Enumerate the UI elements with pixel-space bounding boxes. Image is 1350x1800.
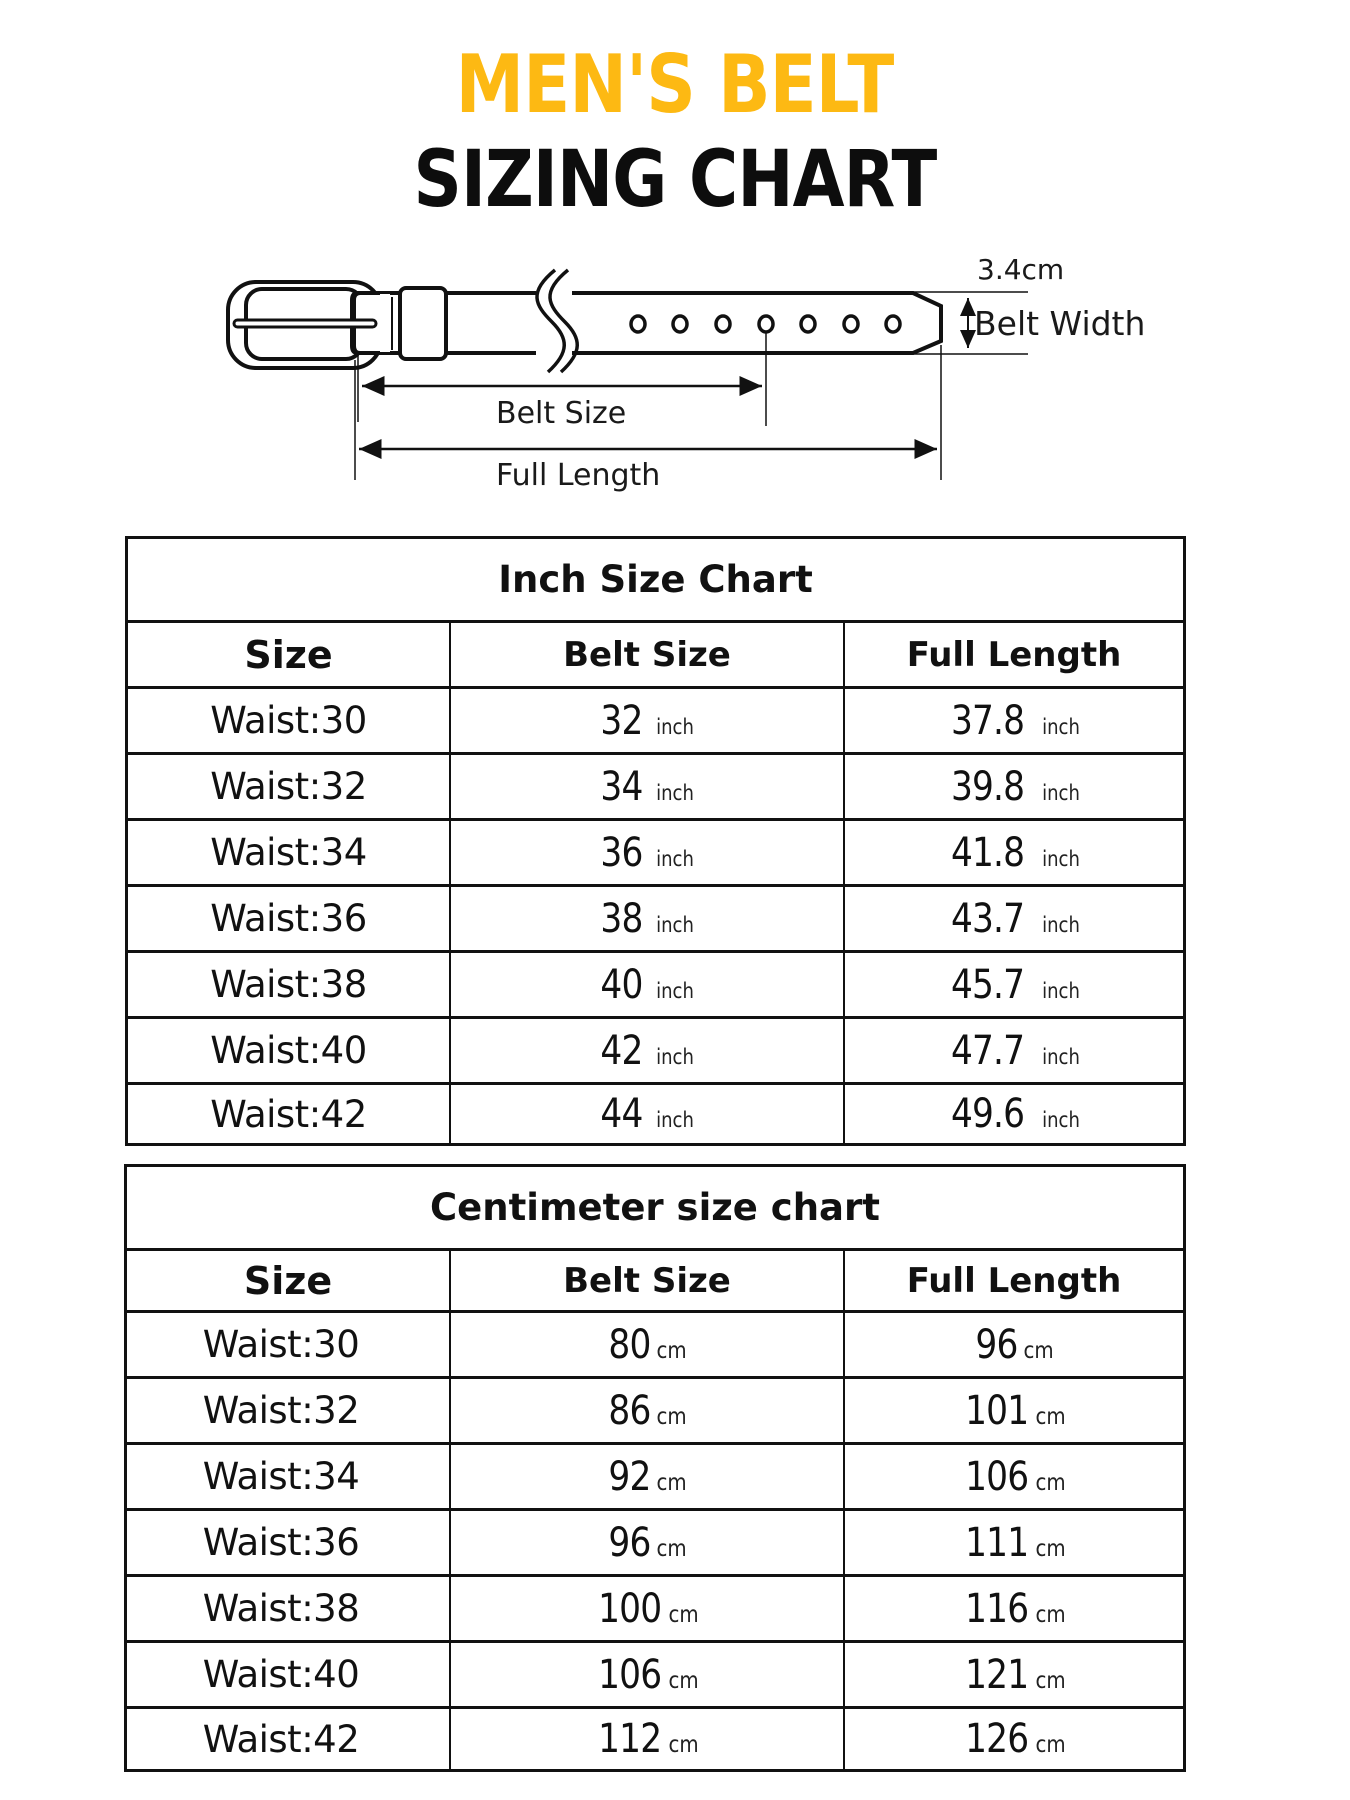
- inch-size-chart: [125, 536, 1186, 1146]
- belt-size-cell: [451, 689, 845, 752]
- full-length-cell: [845, 1019, 1183, 1082]
- unit: inch: [1041, 978, 1080, 1003]
- value: 116: [964, 1585, 1029, 1632]
- size-cell: Waist:34: [127, 1445, 451, 1508]
- value: 101: [964, 1387, 1029, 1434]
- table-row: [127, 1709, 1183, 1769]
- value: 49.6: [951, 1091, 1025, 1137]
- belt-size-cell: [451, 1709, 845, 1769]
- table-row: [128, 821, 1183, 887]
- value: 43.7: [951, 895, 1025, 942]
- column-header-belt-size: Belt Size: [451, 1251, 845, 1310]
- belt-diagram: [0, 0, 1350, 520]
- value: 112: [597, 1716, 662, 1762]
- value: 32: [599, 697, 643, 744]
- column-header-full-length: Full Length: [906, 1260, 1122, 1301]
- value: 106: [597, 1651, 662, 1698]
- value: 39.8: [951, 763, 1025, 810]
- value: 34: [599, 763, 643, 810]
- column-header-belt-size: Belt Size: [451, 623, 845, 686]
- value: 38: [599, 895, 643, 942]
- table-row: [128, 1085, 1183, 1143]
- value: 86: [608, 1387, 651, 1434]
- belt-size-cell: [451, 755, 845, 818]
- unit: inch: [656, 780, 695, 805]
- belt-size-cell: [451, 1643, 845, 1706]
- unit: cm: [1023, 1337, 1054, 1364]
- full-length-cell: [845, 1085, 1183, 1143]
- belt-size-cell: [451, 1019, 845, 1082]
- table-row: [128, 1019, 1183, 1085]
- unit: cm: [656, 1337, 687, 1364]
- belt-size-cell: [451, 1577, 845, 1640]
- belt-size-cell: [451, 953, 845, 1016]
- column-header-size: Size: [127, 1251, 451, 1310]
- unit: cm: [1035, 1535, 1066, 1562]
- table-row: [128, 689, 1183, 755]
- value: 44: [599, 1091, 643, 1137]
- full-length-cell: [845, 887, 1183, 950]
- table-row: [128, 953, 1183, 1019]
- size-cell: Waist:34: [128, 821, 451, 884]
- value: 80: [608, 1321, 651, 1368]
- size-cell: Waist:42: [128, 1085, 451, 1143]
- belt-size-cell: [451, 1085, 845, 1143]
- value: 40: [599, 961, 643, 1008]
- belt-size-cell: [451, 1445, 845, 1508]
- table-row: [127, 1643, 1183, 1709]
- belt-size-cell: [451, 1313, 845, 1376]
- unit: cm: [656, 1403, 687, 1430]
- unit: inch: [1041, 780, 1080, 805]
- value: 41.8: [951, 829, 1025, 876]
- belt-size-cell: [451, 1379, 845, 1442]
- value: 45.7: [951, 961, 1025, 1008]
- value: 42: [599, 1027, 643, 1074]
- full-length-cell: [845, 1643, 1183, 1706]
- unit: inch: [656, 912, 695, 937]
- belt-size-cell: [451, 1511, 845, 1574]
- column-header-full-length: Full Length: [906, 634, 1122, 675]
- size-cell: Waist:40: [128, 1019, 451, 1082]
- unit: cm: [1035, 1469, 1066, 1496]
- unit: cm: [656, 1469, 687, 1496]
- cm-chart-title: Centimeter size chart: [127, 1167, 1183, 1251]
- unit: inch: [656, 978, 695, 1003]
- table-row: [127, 1313, 1183, 1379]
- full-length-cell: [845, 1445, 1183, 1508]
- full-length-cell: [845, 755, 1183, 818]
- table-row: [128, 755, 1183, 821]
- full-length-cell: [845, 1511, 1183, 1574]
- belt-width-value: 3.4cm: [977, 253, 1065, 286]
- value: 37.8: [951, 697, 1025, 744]
- table-row: [127, 1577, 1183, 1643]
- size-cell: Waist:38: [127, 1577, 451, 1640]
- unit: inch: [656, 714, 695, 739]
- table-row: [127, 1511, 1183, 1577]
- unit: inch: [1041, 1108, 1080, 1132]
- unit: inch: [1041, 912, 1080, 937]
- unit: cm: [1035, 1403, 1066, 1430]
- belt-size-label: Belt Size: [496, 396, 627, 431]
- value: 111: [964, 1519, 1029, 1566]
- size-cell: Waist:42: [127, 1709, 451, 1769]
- size-cell: Waist:40: [127, 1643, 451, 1706]
- value: 96: [975, 1321, 1018, 1368]
- full-length-cell: [845, 1709, 1183, 1769]
- unit: cm: [656, 1535, 687, 1562]
- table-row: [127, 1379, 1183, 1445]
- inch-chart-title: Inch Size Chart: [128, 539, 1183, 623]
- full-length-label: Full Length: [496, 458, 661, 493]
- size-cell: Waist:38: [128, 953, 451, 1016]
- value: 121: [964, 1651, 1029, 1698]
- size-cell: Waist:36: [127, 1511, 451, 1574]
- value: 100: [597, 1585, 662, 1632]
- belt-illustration-icon: [0, 0, 1350, 520]
- full-length-cell: [845, 821, 1183, 884]
- unit: cm: [1035, 1601, 1066, 1628]
- unit: inch: [656, 1108, 695, 1132]
- full-length-cell: [845, 1379, 1183, 1442]
- unit: inch: [1041, 1044, 1080, 1069]
- full-length-cell: [845, 953, 1183, 1016]
- title-line1: MEN'S BELT: [456, 38, 894, 131]
- full-length-cell: [845, 1577, 1183, 1640]
- full-length-cell: [845, 1313, 1183, 1376]
- unit: inch: [656, 846, 695, 871]
- inch-chart-header-row: [128, 623, 1183, 689]
- unit: cm: [668, 1601, 699, 1628]
- size-cell: Waist:30: [127, 1313, 451, 1376]
- title-line2: SIZING CHART: [413, 135, 937, 225]
- value: 92: [608, 1453, 651, 1500]
- unit: inch: [656, 1044, 695, 1069]
- belt-width-label: Belt Width: [974, 304, 1146, 343]
- belt-size-cell: [451, 887, 845, 950]
- table-row: [128, 887, 1183, 953]
- value: 47.7: [951, 1027, 1025, 1074]
- table-row: [127, 1445, 1183, 1511]
- size-cell: Waist:32: [128, 755, 451, 818]
- unit: inch: [1041, 714, 1080, 739]
- value: 106: [964, 1453, 1029, 1500]
- value: 96: [608, 1519, 651, 1566]
- value: 126: [964, 1716, 1029, 1762]
- unit: cm: [668, 1667, 699, 1694]
- value: 36: [599, 829, 643, 876]
- unit: inch: [1041, 846, 1080, 871]
- full-length-cell: [845, 689, 1183, 752]
- size-cell: Waist:30: [128, 689, 451, 752]
- cm-chart-header-row: [127, 1251, 1183, 1313]
- unit: cm: [1035, 1732, 1066, 1758]
- belt-size-cell: [451, 821, 845, 884]
- column-header-size: Size: [128, 623, 451, 686]
- centimeter-size-chart: [124, 1164, 1186, 1772]
- unit: cm: [1035, 1667, 1066, 1694]
- size-cell: Waist:32: [127, 1379, 451, 1442]
- unit: cm: [668, 1732, 699, 1758]
- size-cell: Waist:36: [128, 887, 451, 950]
